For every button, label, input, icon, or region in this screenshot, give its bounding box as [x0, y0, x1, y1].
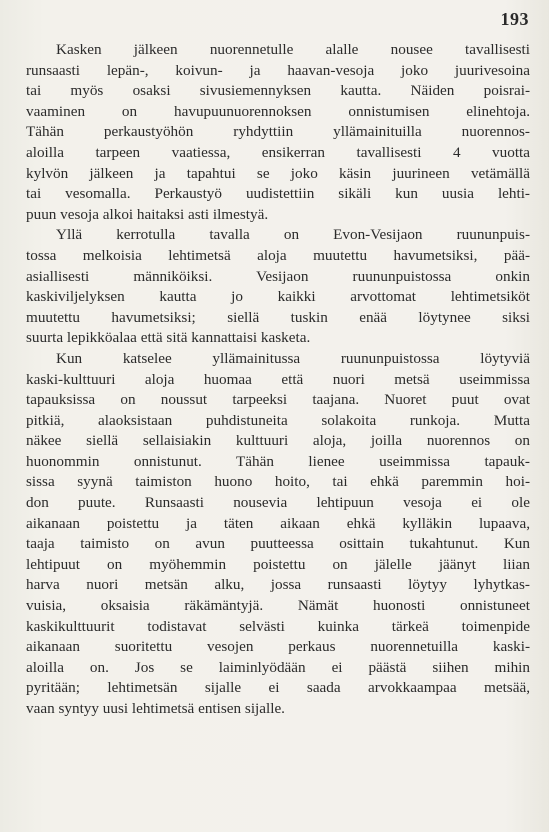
text-line: sissa syynä taimiston huono hoito, tai ehkä paremmin hoi-	[26, 473, 530, 491]
text-line: kaski-kulttuuri aloja huomaa että nuori metsä useimmissa	[26, 370, 530, 388]
text-line: muutettu havumetsiksi; siellä tuskin enää löytynee siksi	[26, 308, 530, 326]
text-line: tossa melkoisia lehtimetsä aloja muutettu havumetsiksi, pää-	[26, 246, 530, 264]
body-text	[26, 40, 530, 720]
text-line: pyritään; lehtimetsän sijalle ei saada arvokkaampaa metsää,	[26, 679, 530, 697]
text-line: harva nuori metsän alku, jossa runsaasti löytyy lyhytkas-	[26, 576, 530, 594]
text-line: Yllä kerrotulla tavalla on Evon-Vesijaon ruununpuis-	[56, 226, 530, 244]
text-line: suurta lepikköalaa että sitä kannattaisi kasketa.	[26, 329, 311, 347]
text-line: runsaasti lepän-, koivun- ja haavan-vesoja joko juurivesoina	[26, 61, 530, 79]
text-line: vuisia, oksaisia räkämäntyjä. Nämät huonosti onnistuneet	[26, 597, 530, 615]
text-line: aikanaan poistettu ja täten aikaan ehkä kylläkin lupaava,	[26, 514, 530, 532]
text-line: Tähän perkaustyöhön ryhdyttiin yllämainituilla nuorennos-	[26, 123, 530, 141]
text-line: tai vesomalla. Perkaustyö uudistettiin sikäli kun uusia lehti-	[26, 185, 530, 203]
text-line: taaja taimisto on avun puutteessa osittain tukahtunut. Kun	[26, 535, 530, 553]
text-line: lehtipuut on myöhemmin poistettu on jälelle jäänyt liian	[26, 555, 530, 573]
text-line: Kun katselee yllämainitussa ruununpuistossa löytyviä	[56, 349, 530, 367]
text-line: kaskiviljelyksen kautta jo kaikki arvottomat lehtimetsiköt	[26, 288, 530, 306]
text-line: pitkiä, alaoksistaan puhdistuneita solakoita runkoja. Mutta	[26, 411, 530, 429]
text-line: tapauksissa on noussut tarpeeksi taajana. Nuoret puut ovat	[26, 391, 530, 409]
text-line: aloilla tarpeen vaatiessa, ensikerran tavallisesti 4 vuotta	[26, 143, 530, 161]
text-line: huonommin onnistunut. Tähän lienee useimmissa tapauk-	[26, 452, 530, 470]
text-line: tai myös osaksi sivusiemennyksen kautta. Näiden poisrai-	[26, 82, 530, 100]
text-line: kaskikulttuurit todistavat selvästi kuinka tärkeä toimenpide	[26, 617, 530, 635]
text-line: näkee siellä sellaisiakin kulttuuri aloja, joilla nuorennos on	[26, 432, 530, 450]
text-line: don puute. Runsaasti nousevia lehtipuun vesoja ei ole	[26, 494, 530, 512]
page-number: 193	[500, 9, 529, 29]
text-line: Kasken jälkeen nuorennetulle alalle nousee tavallisesti	[56, 41, 530, 58]
text-line: aikanaan suoritettu vesojen perkaus nuorennetuilla kaski-	[26, 638, 530, 656]
text-line: vaan syntyy uusi lehtimetsä entisen sijalle.	[26, 700, 285, 717]
text-line: kylvön jälkeen ja tapahtui se joko käsin juurineen vetämällä	[26, 164, 530, 182]
text-line: asiallisesti männiköiksi. Vesijaon ruununpuistossa onkin	[26, 267, 530, 285]
text-line: puun vesoja alkoi haitaksi asti ilmestyä.	[26, 205, 269, 223]
text-line: aloilla on. Jos se laiminlyödään ei päästä siihen mihin	[26, 658, 530, 676]
text-line: vaaminen on havupuunuorennoksen onnistumisen elinehtoja.	[26, 102, 530, 120]
